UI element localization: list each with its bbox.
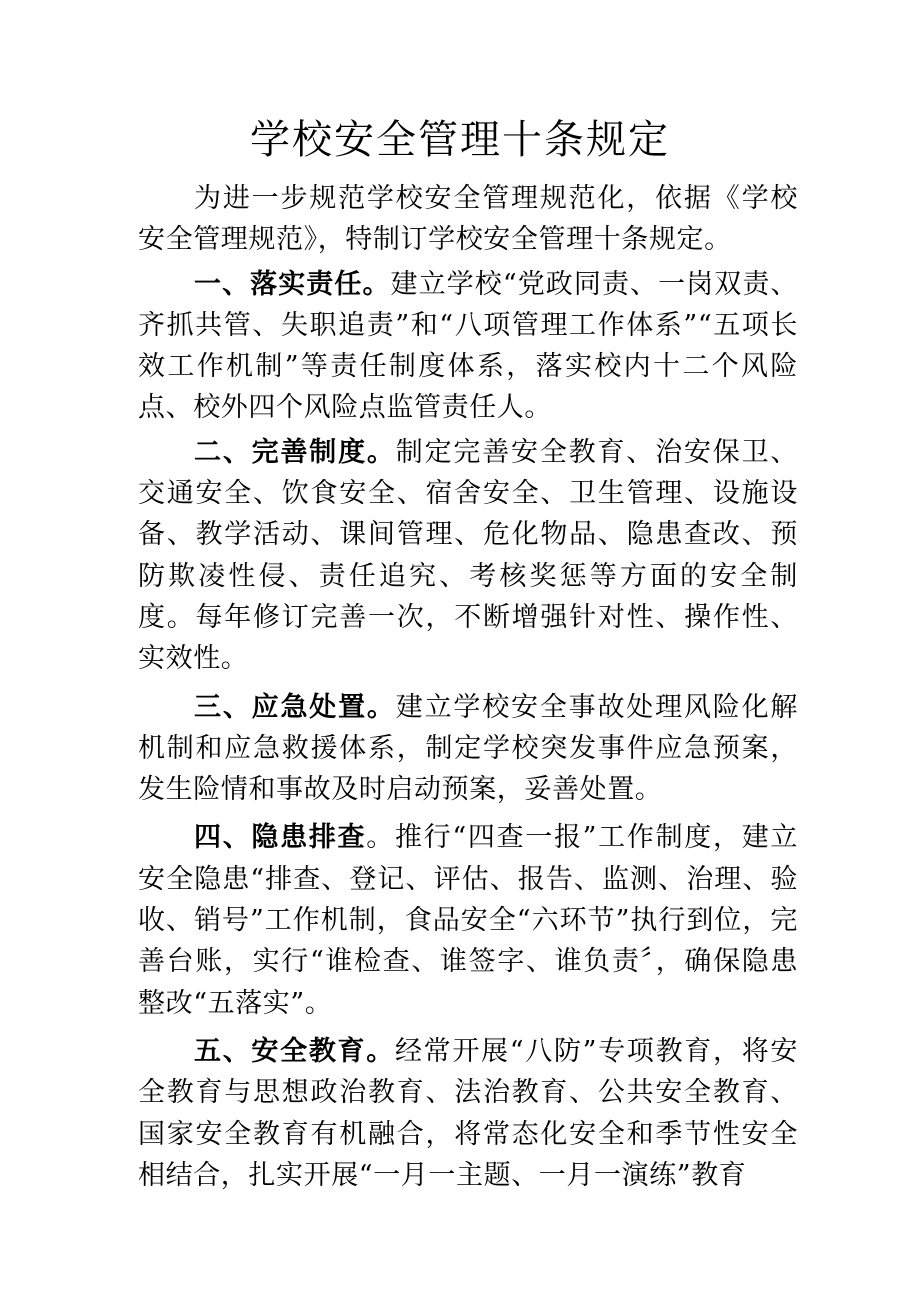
section-4-heading: 四、隐患排查 [194,822,367,854]
section-3-heading: 三、应急处置。 [194,691,396,723]
section-1-body: 建立学校“党政同责、一岗双责、齐抓共管、失职追责”和“八项管理工作体系”“五项长效工作机制”等责任制度体系，落实校内十二个风险点、校外四个风险点监管责任人。 [138,268,798,424]
section-1-paragraph [138,264,798,429]
section-5-paragraph [138,1031,798,1196]
document-title: 学校安全管理十条规定 [250,117,670,163]
intro-paragraph: 为进一步规范学校安全管理规范化，依据《学校安全管理规范》，特制订学校安全管理十条规定。 [138,183,798,256]
section-3-body: 建立学校安全事故处理风险化解机制和应急救援体系，制定学校突发事件应急预案，发生险情和事故及时启动预案，妥善处置。 [138,691,799,806]
document-body [138,178,798,1196]
section-3-paragraph [138,687,798,811]
section-4-body: 。推行“四查一报”工作制度，建立安全隐患“排查、登记、评估、报告、监测、治理、验收、销号”工作机制，食品安全“六环节”执行到位，完善台账，实行“谁检查、谁签字、谁负责〞，确保隐患整改“五落实”。 [138,822,798,1019]
section-2-body: 制定完善安全教育、治安保卫、交通安全、饮食安全、宿舍安全、卫生管理、设施设备、教学活动、课间管理、危化物品、隐患查改、预防欺凌性侵、责任追究、考核奖惩等方面的安全制度。每年修订完善一次，不断增强针对性、操作性、实效性。 [138,436,799,675]
section-2-heading: 二、完善制度。 [194,436,396,468]
section-1-heading: 一、落实责任。 [194,268,391,300]
section-2-paragraph [138,432,798,680]
section-5-heading: 五、安全教育。 [194,1035,395,1067]
section-4-paragraph [138,817,798,1023]
section-5-body: 经常开展“八防”专项教育，将安全教育与思想政治教育、法治教育、公共安全教育、国家安全教育有机融合，将常态化安全和季节性安全相结合，扎实开展“一月一主题、一月一演练”教育 [138,1035,799,1191]
